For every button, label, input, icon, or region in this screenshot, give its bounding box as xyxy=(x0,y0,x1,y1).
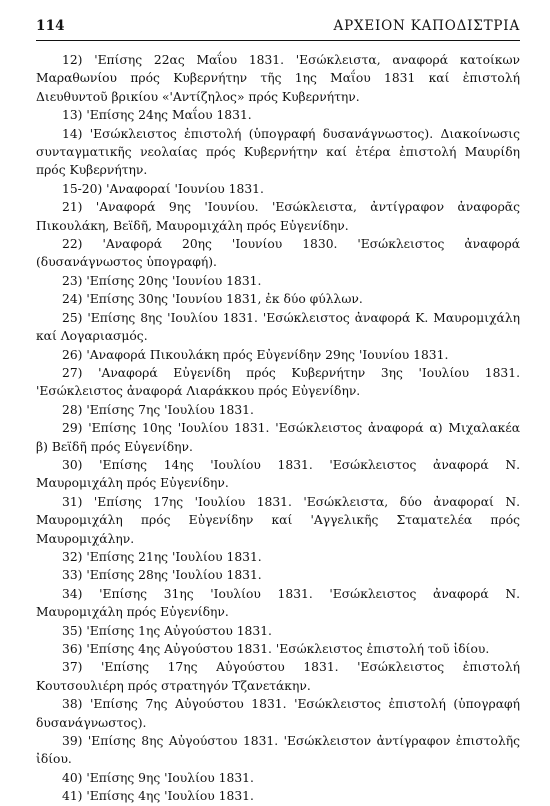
list-item: 38) 'Επίσης 7ης Αὐγούστου 1831. 'Εσώκλειστος ἐπιστολή (ὑπογραφή δυσανάγνωστος). xyxy=(36,697,520,730)
list-item: 26) 'Αναφορά Πικουλάκη πρός Εὐγενίδην 29ης 'Ιουνίου 1831. xyxy=(62,347,449,362)
list-item: 14) 'Εσώκλειστος ἐπιστολή (ὑπογραφή δυσανάγνωστος). Διακοίνωσις συνταγματικῆς νεολαίας πρός Κυβερνήτην καί ἑτέρα ἐπιστολή Μαυρίδη πρός Κυβερνήτην. xyxy=(36,126,520,178)
list-item: 15-20) 'Αναφοραί 'Ιουνίου 1831. xyxy=(62,181,264,196)
list-item: 34) 'Επίσης 31ης 'Ιουλίου 1831. 'Εσώκλειστος ἀναφορά Ν. Μαυρομιχάλη πρός Εὐγενίδην. xyxy=(36,586,520,620)
page-header xyxy=(36,18,520,41)
list-item: 41) 'Επίσης 4ης 'Ιουλίου 1831. xyxy=(62,789,254,804)
list-item: 36) 'Επίσης 4ης Αὐγούστου 1831. 'Εσώκλειστος ἐπιστολή τοῦ ἰδίου. xyxy=(62,642,490,656)
list-item: 35) 'Επίσης 1ης Αὐγούστου 1831. xyxy=(62,623,272,638)
list-item: 23) 'Επίσης 20ης 'Ιουνίου 1831. xyxy=(62,273,262,288)
list-item: 40) 'Επίσης 9ης 'Ιουλίου 1831. xyxy=(62,770,254,785)
list-item: 27) 'Αναφορά Εὐγενίδη πρός Κυβερνήτην 3ης 'Ιουλίου 1831. 'Εσώκλειστος ἀναφορά Λιαράκκου πρός Εὐγενίδην. xyxy=(36,365,520,399)
list-item: 39) 'Επίσης 8ης Αὐγούστου 1831. 'Εσώκλειστον ἀντίγραφον ἐπιστολῆς ἰδίου. xyxy=(36,734,520,767)
page-number: 114 xyxy=(36,18,65,34)
document-page xyxy=(36,18,520,806)
list-item: 29) 'Επίσης 10ης 'Ιουλίου 1831. 'Εσώκλειστος ἀναφορά α) Μιχαλακέα β) Βεϊδῆ πρός Εὐγενίδην. xyxy=(36,421,520,454)
entry-list xyxy=(36,51,520,806)
list-item: 12) 'Επίσης 22ας Μαΐου 1831. 'Εσώκλειστα, αναφορά κατοίκων Μαραθωνίου πρός Κυβερνήτην τῆς 1ης Μαΐου 1831 καί ἐπιστολή Διευθυντοῦ βρικίου «'Αντίζηλος» πρός Κυβερνήτην. xyxy=(36,53,520,104)
list-item: 28) 'Επίσης 7ης 'Ιουλίου 1831. xyxy=(62,402,254,417)
running-title: ΑΡΧΕΙΟΝ ΚΑΠΟΔΙΣΤΡΙΑ xyxy=(333,18,520,34)
list-item: 32) 'Επίσης 21ης 'Ιουλίου 1831. xyxy=(62,549,262,564)
list-item: 21) 'Αναφορά 9ης 'Ιουνίου. 'Εσώκλειστα, ἀντίγραφον ἀναφορᾶς Πικουλάκη, Βεϊδῆ, Μαυρομιχάλη πρός Εὐγενίδην. xyxy=(36,200,520,233)
list-item: 37) 'Επίσης 17ης Αὐγούστου 1831. 'Εσώκλειστος ἐπιστολή Κουτσουλιέρη πρός στρατηγόν Τζανετάκην. xyxy=(36,660,520,693)
list-item: 24) 'Επίσης 30ης 'Ιουνίου 1831, ἐκ δύο φύλλων. xyxy=(62,292,363,307)
list-item: 31) 'Επίσης 17ης 'Ιουλίου 1831. 'Εσώκλειστα, δύο ἀναφοραί Ν. Μαυρομιχάλη πρός Εὐγενίδην καί 'Αγγελικῆς Σταματελέα πρός Μαυρομιχάλην. xyxy=(36,494,520,546)
list-item: 33) 'Επίσης 28ης 'Ιουλίου 1831. xyxy=(62,568,262,583)
list-item: 13) 'Επίσης 24ης Μαΐου 1831. xyxy=(62,108,252,123)
list-item: 25) 'Επίσης 8ης 'Ιουλίου 1831. 'Εσώκλειστος ἀναφορά Κ. Μαυρομιχάλη καί Λογαριασμός. xyxy=(36,310,520,344)
list-item: 30) 'Επίσης 14ης 'Ιουλίου 1831. 'Εσώκλειστος ἀναφορά Ν. Μαυρομιχάλη πρός Εὐγενίδην. xyxy=(36,457,520,491)
list-item: 22) 'Αναφορά 20ης 'Ιουνίου 1830. 'Εσώκλειστος ἀναφορά (δυσανάγνωστος ὑπογραφή). xyxy=(36,237,520,270)
